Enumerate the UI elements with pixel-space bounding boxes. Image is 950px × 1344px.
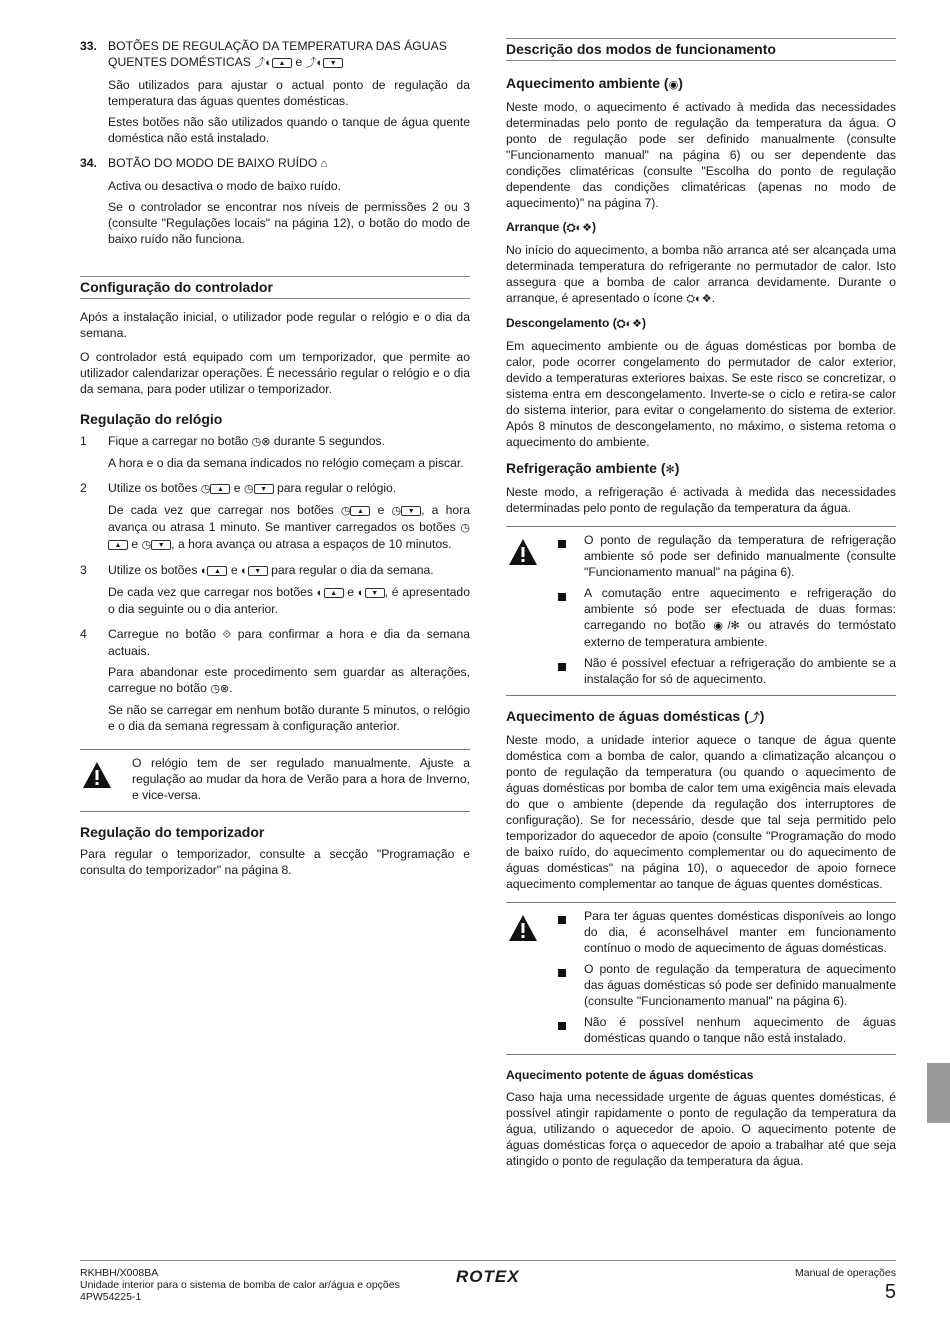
clock-button-icon: ◷⊗ bbox=[251, 436, 271, 448]
left-column bbox=[80, 38, 470, 883]
warning-item: O ponto de regulação da temperatura de refrigeração ambiente só pode ser definido manualmente (consulte "Funcionamento manual" na página 6). bbox=[558, 532, 896, 580]
up-key-icon: ▲ bbox=[272, 58, 292, 68]
paragraph: Caso haja uma necessidade urgente de águas quentes domésticas, é possível atingir rapidamente o ponto de regulação da temperatura da água, utilizando o aquecedor de apoio. O aquecimento potente de águas domésticas força o aquecedor de apoio a trabalhar até que seja atingido o ponto de regulação da temperatura da água. bbox=[506, 1090, 896, 1168]
footer bbox=[80, 1260, 896, 1303]
page-number: 5 bbox=[884, 1281, 896, 1303]
warning-text: O relógio tem de ser regulado manualmente. Ajuste a regulação ao mudar da hora de Verão para a hora de Inverno, e vice-versa. bbox=[132, 756, 470, 802]
bullet-icon bbox=[558, 663, 566, 671]
paragraph: Após a instalação inicial, o utilizador pode regular o relógio e o dia da semana. bbox=[80, 310, 470, 340]
warning-icon bbox=[506, 908, 558, 1051]
startup-title: Arranque (⛭◐❖) bbox=[506, 220, 596, 234]
warning-item: Não é possível nenhum aquecimento de águas domésticas quando o tanque não está instalado. bbox=[558, 1014, 896, 1046]
item-number: 34. bbox=[80, 156, 97, 170]
paragraph: Se não se carregar em nenhum botão durante 5 minutos, o relógio e o dia da semana regressam à configuração anterior. bbox=[108, 703, 470, 733]
heat-cool-icon: ◉/✻ bbox=[713, 620, 740, 632]
rotex-logo: ROTEX bbox=[456, 1267, 520, 1286]
paragraph: São utilizados para ajustar o actual ponto de regulação da temperatura das águas quentes domésticas. bbox=[108, 78, 470, 108]
step-3: 3 Utilize os botões ◐ ▲ e ◐ ▼ para regular o dia da semana. De cada vez que carregar nos botões ◐ ▲ e ◐ ▼ , é apresentado o dia seguinte ou o dia anterior. bbox=[80, 563, 470, 616]
up-key-icon: ▲ bbox=[324, 588, 344, 598]
warning-item: O ponto de regulação da temperatura de aquecimento das águas domésticas só pode ser definido manualmente (consulte "Funcionamento manual" na página 6). bbox=[558, 961, 896, 1009]
day-icon: ◐ bbox=[357, 587, 365, 599]
day-icon: ◐ bbox=[241, 565, 248, 577]
down-key-icon: ▼ bbox=[401, 506, 421, 516]
step-1: 1 Fique a carregar no botão ◷⊗ durante 5 segundos. A hora e o dia da semana indicados no relógio começam a piscar. bbox=[80, 433, 470, 476]
down-key-icon: ▼ bbox=[248, 566, 268, 576]
down-key-icon: ▼ bbox=[254, 484, 274, 494]
right-column: Descrição dos modos de funcionamento Aquecimento ambiente (◉) Neste modo, o aquecimento é activado à medida das necessidades determinadas pelo ponto de regulação da temperatura da água. O ponto de regulação pode ser definido manualmente (consulte "Funcionamento manual" na página 6) ou ser dependente das condições climatéricas (consulte "Escolha do ponto de regulação dependente das condições climatéricas (apenas no modo de aquecimento)" na página 7). Arranque (⛭◐❖) No início do aquecimento, a bomba não arranca até ser alcançada uma determinada temperatura do refrigerante no permutador de calor. Isto assegura que a bomba de calor arranca devidamente. Durante o arranque, é apresentado o ícone ⛭◐❖. Descongelamento (⛭◐❖) Em aquecimento ambiente ou de águas domésticas por bomba de calor, pode ocorrer congelamento do permutador de calor exterior, devido a temperaturas exteriores baixas. Se este risco se concretizar, o sistema entra em descongelamento. Inverte-se o ciclo e retira-se calor do sistema interior, para evitar o congelamento do sistema de exterior. Após 8 minutos de descongelamento, no máximo, o sistema retoma o aquecimento do ambiente. Refrigeração ambiente (✻) Neste modo, a refrigeração é activada à medida das necessidades determinadas pelo ponto de regulação da temperatura da água. O ponto de regulação da temperatura de refrigeração ambiente só pode ser definido manualmente (consulte "Funcionamento manual" na página 6). A comutação entre aquecimento e refrigeração do ambiente só pode ser efectuada de duas formas: carregando no botão ◉/✻ ou através do termóstato externo de temperatura ambiente. Não é possível efectuar a refrigeração do ambiente se a instalação for só de aquecimento. Aquecimento de águas domésticas (⤴) Neste modo, a unidade interior aquece o tanque de água quente doméstica com a bomba de calor, quando a climatização alcançou o ponto de regulação da temperatura (ou quando o aquecimento de águas domésticas por bomba de calor tem uma exigência mais elevada do que o ambiente (depende da regulação dos interruptores de configuração). Se for necessário, desde que tal seja permitido pelo temporizador do aquecedor de apoio (consulte "Programação do modo de baixo ruído, do aquecimento complementar ou do aquecimento de águas domésticas" na página 10), o aquecedor de apoio fornece aquecimento complementar ao tanque de águas quentes domésticas. Para ter águas quentes domésticas disponíveis ao longo do dia, é aconselhável manter em funcionamento contínuo o modo de aquecimento de águas domésticas. O ponto de regulação da temperatura de aquecimento das águas domésticas só pode ser definido manualmente (consulte "Funcionamento manual" na página 6). Não é possível nenhum aquecimento de águas domésticas quando o tanque não está instalado. Aquecimento potente de águas domésticas Caso haja uma necessidade urgente de águas quentes domésticas, é possível atingir rapidamente o ponto de regulação da temperatura da água, utilizando o aquecedor de apoio. O aquecimento potente de águas domésticas força o aquecedor de apoio a trabalhar até que seja atingido o ponto de regulação da temperatura da água. bbox=[506, 38, 896, 1174]
bullet-icon bbox=[558, 969, 566, 977]
step-4: 4 Carregue no botão ⟐ para confirmar a hora e dia da semana actuais. Para abandonar este procedimento sem guardar as alterações, carregue no botão ◷⊗. Se não se carregar em nenhum botão durante 5 minutos, o relógio e o dia da semana regressam à configuração anterior. bbox=[80, 627, 470, 733]
warning-icon bbox=[80, 755, 132, 808]
tap-thermometer-icon: ⤴◐ bbox=[254, 57, 272, 69]
item-title: BOTÃO DO MODO DE BAIXO RUÍDO bbox=[108, 156, 318, 170]
bullet-icon bbox=[558, 540, 566, 548]
subsection-title-dhw: Aquecimento de águas domésticas (⤴) bbox=[506, 708, 765, 724]
up-key-icon: ▲ bbox=[350, 506, 370, 516]
section-title-config: Configuração do controlador bbox=[80, 276, 470, 299]
subsection-title-heating: Aquecimento ambiente (◉) bbox=[506, 75, 683, 91]
down-key-icon: ▼ bbox=[365, 588, 385, 598]
warning-item: A comutação entre aquecimento e refrigeração do ambiente só pode ser efectuada de duas formas: carregando no botão ◉/✻ ou através do termóstato externo de temperatura ambiente. bbox=[558, 585, 896, 650]
paragraph: Para regular o temporizador, consulte a secção "Programação e consulta do temporizador" na página 8. bbox=[80, 847, 470, 877]
heating-icon: ◉ bbox=[668, 79, 679, 91]
up-key-icon: ▲ bbox=[210, 484, 230, 494]
item-34 bbox=[80, 155, 470, 252]
clock-icon: ◷ bbox=[460, 522, 470, 534]
item-33: 33. BOTÕES DE REGULAÇÃO DA TEMPERATURA DAS ÁGUAS QUENTES DOMÉSTICAS ⤴◐ ▲ e ⤴◐ ▼ São utilizados para ajustar o actual ponto de regulação da temperatura das águas quentes domésticas. Estes botões não são utilizados quando o tanque de água quente doméstica não está instalado. bbox=[80, 38, 470, 151]
up-key-icon: ▲ bbox=[207, 566, 227, 576]
day-icon: ◐ bbox=[200, 565, 208, 577]
footer-manual-title: Manual de operações bbox=[795, 1267, 896, 1279]
startup-icon: ⛭◐❖ bbox=[566, 222, 592, 234]
warning-box-cooling bbox=[506, 526, 896, 696]
footer-model: RKHBH/X008BA bbox=[80, 1267, 159, 1279]
subsection-title-timer: Regulação do temporizador bbox=[80, 824, 265, 840]
warning-icon bbox=[506, 532, 558, 692]
clock-icon: ◷ bbox=[340, 505, 351, 517]
warning-box-dhw bbox=[506, 902, 896, 1055]
clock-button-icon: ◷⊗ bbox=[210, 683, 230, 695]
clock-icon: ◷ bbox=[243, 483, 254, 495]
step-2: 2 Utilize os botões ◷ ▲ e ◷ ▼ para regular o relógio. De cada vez que carregar nos botões ◷ ▲ e ◷ ▼ , a hora avança ou atrasa 1 minuto. Se mantiver carregados os botões ◷▲ e ◷ ▼ , a hora avança ou atrasa a espaços de 10 minutos. bbox=[80, 481, 470, 551]
bullet-icon bbox=[558, 593, 566, 601]
warning-box bbox=[80, 749, 470, 812]
bullet-icon bbox=[558, 916, 566, 924]
paragraph: Neste modo, o aquecimento é activado à medida das necessidades determinadas pelo ponto de regulação da temperatura da água. O ponto de regulação pode ser definido manualmente (consulte "Funcionamento manual" na página 6) ou ser dependente das condições climatéricas (consulte "Escolha do ponto de regulação dependente das condições climatéricas (apenas no modo de aquecimento)" na página 7). bbox=[506, 100, 896, 210]
paragraph: Neste modo, a refrigeração é activada à medida das necessidades determinadas pelo ponto de regulação da temperatura da água. bbox=[506, 485, 896, 515]
paragraph: Activa ou desactiva o modo de baixo ruído. bbox=[108, 179, 342, 193]
clock-icon: ◷ bbox=[141, 539, 152, 551]
clock-icon: ◷ bbox=[391, 505, 402, 517]
powerful-title: Aquecimento potente de águas domésticas bbox=[506, 1068, 754, 1082]
clock-icon: ◷ bbox=[200, 483, 211, 495]
paragraph: Neste modo, a unidade interior aquece o tanque de água quente doméstica com a bomba de calor, quando a climatização alcançou o ponto de regulação da temperatura (ou quando o aquecimento de águas domésticas por bomba de calor tem uma exigência mais elevada do que o ambiente (depende da regulação dos interruptores de configuração). Se for necessário, desde que tal seja permitido pelo temporizador do aquecedor de apoio (consulte "Programação do modo de baixo ruído, do aquecimento complementar ou do aquecimento de águas domésticas" na página 10), o aquecedor de apoio fornece aquecimento complementar ao tanque de águas quentes domésticas. bbox=[506, 733, 896, 891]
bullet-icon bbox=[558, 1022, 566, 1030]
paragraph: Se o controlador se encontrar nos níveis de permissões 2 ou 3 (consulte "Regulações locais" na página 12), o botão do modo de baixo ruído não funciona. bbox=[108, 200, 470, 246]
down-key-icon: ▼ bbox=[323, 58, 343, 68]
cooling-icon: ✻ bbox=[665, 464, 675, 476]
subsection-title-clock: Regulação do relógio bbox=[80, 411, 223, 427]
confirm-icon: ⟐ bbox=[222, 629, 232, 641]
section-title-modes: Descrição dos modos de funcionamento bbox=[506, 38, 896, 61]
item-title: BOTÕES DE REGULAÇÃO DA TEMPERATURA DAS ÁGUAS QUENTES DOMÉSTICAS bbox=[108, 39, 447, 69]
tap-thermometer-icon: ⤴◐ bbox=[305, 57, 324, 69]
warning-item: Não é possível efectuar a refrigeração do ambiente se a instalação for só de aquecimento. bbox=[558, 655, 896, 687]
paragraph: A hora e o dia da semana indicados no relógio começam a piscar. bbox=[108, 456, 464, 470]
startup-icon: ⛭◐❖ bbox=[686, 293, 712, 305]
footer-description: Unidade interior para o sistema de bomba de calor ar/água e opções bbox=[80, 1279, 400, 1291]
low-noise-house-icon: ⌂ bbox=[320, 158, 328, 170]
day-icon: ◐ bbox=[316, 587, 324, 599]
defrost-icon: ⛭◐❖ bbox=[616, 318, 643, 330]
paragraph: Em aquecimento ambiente ou de águas domésticas por bomba de calor, pode ocorrer congelamento do permutador de calor exterior, devido a temperaturas exteriores baixas. Se este risco se concretizar, o sistema entra em descongelamento. Inverte-se o ciclo e retira-se calor do sistema interior, para evitar o congelamento do sistema de exterior. Após 8 minutos de descongelamento, no máximo, o sistema retoma o aquecimento do ambiente. bbox=[506, 339, 896, 449]
subsection-title-cooling: Refrigeração ambiente (✻) bbox=[506, 460, 680, 476]
down-key-icon: ▼ bbox=[151, 540, 171, 550]
footer-code: 4PW54225-1 bbox=[80, 1291, 142, 1303]
paragraph: Estes botões não são utilizados quando o tanque de água quente doméstica não está instalado. bbox=[108, 115, 470, 145]
page-edge-tab bbox=[927, 1063, 950, 1123]
paragraph: O controlador está equipado com um temporizador, que permite ao utilizador calendarizar operações. É necessário regular o relógio e o dia da semana, para poder utilizar o temporizador. bbox=[80, 350, 470, 396]
warning-item: Para ter águas quentes domésticas disponíveis ao longo do dia, é aconselhável manter em funcionamento contínuo o modo de aquecimento de águas domésticas. bbox=[558, 908, 896, 956]
defrost-title: Descongelamento (⛭◐❖) bbox=[506, 316, 647, 330]
item-number: 33. bbox=[80, 39, 97, 53]
tap-icon: ⤴ bbox=[748, 712, 760, 724]
up-key-icon: ▲ bbox=[108, 540, 128, 550]
